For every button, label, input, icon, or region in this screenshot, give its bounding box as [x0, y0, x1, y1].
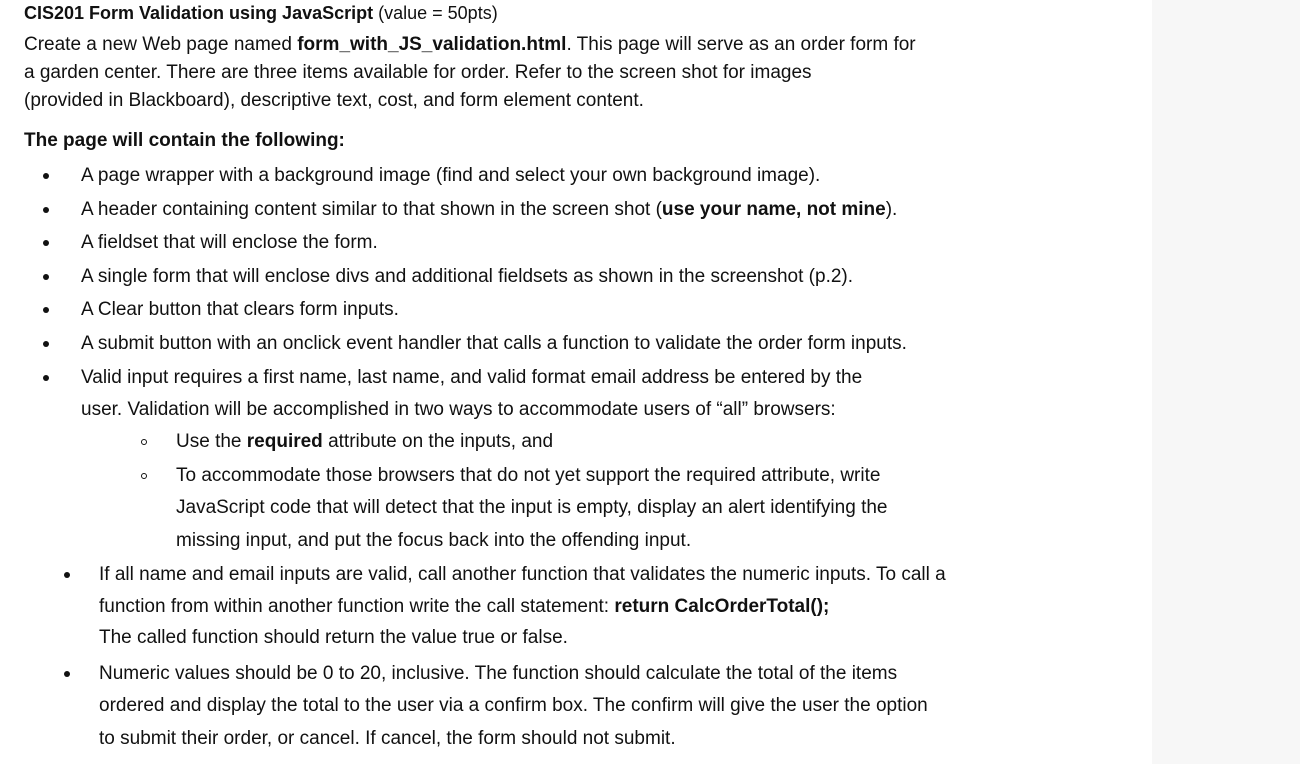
bullet-item-9-line-3: to submit their order, or cancel. If cancel, the form should not submit. — [99, 728, 676, 749]
intro-line-3: (provided in Blackboard), descriptive text, cost, and form element content. — [24, 90, 644, 111]
bullet-icon — [64, 572, 70, 578]
intro-line-2: a garden center. There are three items available for order. Refer to the screen shot for images — [24, 62, 812, 83]
bullet-item-8-line-1: If all name and email inputs are valid, call another function that validates the numeric inputs. To call a — [99, 564, 946, 585]
bullet-icon — [43, 341, 49, 347]
section-heading — [24, 129, 345, 153]
bullet-item-6: A submit button with an onclick event handler that calls a function to validate the order form inputs. — [81, 333, 907, 354]
bullet-bold-text: use your name, not mine — [661, 199, 886, 220]
intro-text: . This page will serve as an order form for — [566, 34, 916, 55]
bullet-item-8-line-3: The called function should return the value true or false. — [99, 627, 568, 648]
bullet-icon — [43, 207, 49, 213]
subbullet-text: Use the — [176, 431, 247, 452]
bullet-icon — [64, 671, 70, 677]
bullet-icon — [43, 173, 49, 179]
subbullet-text: attribute on the inputs, and — [322, 431, 554, 452]
bullet-icon — [43, 307, 49, 313]
code-statement-text: return CalcOrderTotal(); — [614, 596, 830, 617]
assignment-title-value: (value = 50pts) — [373, 3, 498, 23]
bullet-item-7-line-2: user. Validation will be accomplished in two ways to accommodate users of “all” browsers: — [81, 399, 836, 420]
bullet-text: function from within another function write the call statement: — [99, 596, 615, 617]
page-margin — [1152, 0, 1300, 764]
bullet-item-7-line-1: Valid input requires a first name, last name, and valid format email address be entered by the — [81, 367, 863, 388]
subbullet-bold-text: required — [246, 431, 323, 452]
subbullet-item-2-line-2: JavaScript code that will detect that the input is empty, display an alert identifying the — [176, 497, 888, 518]
bullet-item-9-line-2: ordered and display the total to the user via a confirm box. The confirm will give the user the option — [99, 695, 928, 716]
bullet-item-8-line-2 — [99, 595, 829, 619]
section-heading-text: The page will contain the following: — [24, 130, 345, 151]
circle-bullet-icon — [141, 439, 147, 445]
subbullet-item-2-line-3: missing input, and put the focus back into the offending input. — [176, 530, 692, 551]
bullet-text: ). — [885, 199, 898, 220]
subbullet-item-2-line-1: To accommodate those browsers that do not yet support the required attribute, write — [176, 465, 881, 486]
bullet-icon — [43, 240, 49, 246]
subbullet-item-1 — [176, 430, 553, 454]
bullet-item-2 — [81, 198, 897, 222]
bullet-item-3: A fieldset that will enclose the form. — [81, 232, 378, 253]
filename-text: form_with_JS_validation.html — [297, 34, 567, 55]
circle-bullet-icon — [141, 473, 147, 479]
intro-text: Create a new Web page named — [24, 34, 298, 55]
bullet-item-9-line-1: Numeric values should be 0 to 20, inclusive. The function should calculate the total of the items — [99, 663, 898, 684]
bullet-item-5: A Clear button that clears form inputs. — [81, 299, 399, 320]
intro-line-1 — [24, 33, 916, 57]
assignment-title-bold: CIS201 Form Validation using JavaScript — [24, 3, 374, 23]
assignment-title — [24, 1, 498, 25]
bullet-icon — [43, 375, 49, 381]
bullet-icon — [43, 274, 49, 280]
bullet-item-4: A single form that will enclose divs and additional fieldsets as shown in the screenshot (p.2). — [81, 266, 854, 287]
bullet-item-1: A page wrapper with a background image (find and select your own background image). — [81, 165, 821, 186]
bullet-text: A header containing content similar to that shown in the screen shot ( — [81, 199, 662, 220]
